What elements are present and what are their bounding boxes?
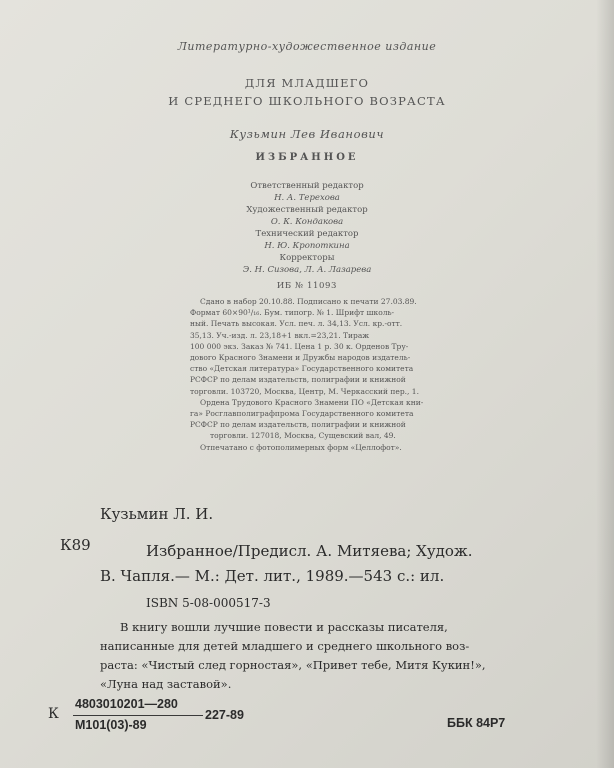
annotation-line-4: «Луна над заставой». [100, 677, 232, 691]
catalog-code-denominator: М101(03)-89 [75, 718, 147, 732]
credit-role-responsible-editor: Ответственный редактор [250, 181, 364, 191]
audience-line-2: И СРЕДНЕГО ШКОЛЬНОГО ВОЗРАСТА [168, 94, 446, 108]
production-line: га» Росглавполиграфпрома Государственного комитета [190, 409, 414, 419]
catalog-code-suffix: 227-89 [205, 708, 244, 722]
credit-name-proofreaders: Э. Н. Сизова, Л. А. Лазарева [242, 265, 372, 275]
production-line: торговли. 127018, Москва, Сущевский вал, 49. [210, 431, 396, 441]
catalog-heading: Кузьмин Л. И. [100, 505, 214, 523]
annotation-line-1: В книгу вошли лучшие повести и рассказы писателя, [120, 620, 448, 634]
annotation-line-3: раста: «Чистый след горностая», «Привет тебе, Митя Кукин!», [100, 658, 486, 672]
credit-role-art-editor: Художественный редактор [246, 205, 368, 215]
production-line: Формат 60×90¹/₁₆. Бум. типогр. № 1. Шрифт школь- [190, 308, 395, 318]
production-line: Сдано в набор 20.10.88. Подписано к печати 27.03.89. [200, 297, 417, 306]
production-line: ный. Печать высокая. Усл. печ. л. 34,13. Усл. кр.-отт. [190, 319, 403, 329]
author-full-name: Кузьмин Лев Иванович [229, 127, 385, 141]
ib-number: ИБ № 11093 [276, 281, 338, 291]
credit-name-tech-editor: Н. Ю. Кропоткина [264, 241, 350, 251]
production-line: 35,13. Уч.-изд. л. 23,18+1 вкл.=23,21. Тираж [190, 330, 370, 340]
production-line: Ордена Трудового Красного Знамени ПО «Детская кни- [200, 397, 424, 407]
catalog-bibliographic-line-2: В. Чапля.— М.: Дет. лит., 1989.—543 с.: ил. [100, 567, 445, 585]
page-edge-shadow [596, 0, 614, 768]
credit-role-proofreaders: Корректоры [279, 253, 335, 263]
credit-name-responsible-editor: Н. А. Терехова [274, 193, 340, 203]
catalog-bibliographic-line-1: Избранное/Предисл. А. Митяева; Худож. [146, 542, 473, 560]
fraction-divider [73, 715, 203, 716]
production-line: торговли. 103720, Москва, Центр, М. Черкасский пер., 1. [190, 386, 419, 396]
annotation-line-2: написанные для детей младшего и среднего школьного воз- [100, 639, 470, 653]
credit-role-tech-editor: Технический редактор [255, 229, 359, 239]
production-line: дового Красного Знамени и Дружбы народов издатель- [190, 353, 411, 363]
production-block [190, 296, 520, 453]
edition-type: Литературно-художественное издание [177, 40, 437, 53]
book-title: ИЗБРАННОЕ [255, 152, 359, 163]
credit-name-art-editor: О. К. Кондакова [270, 217, 344, 227]
production-line: РСФСР по делам издательств, полиграфии и книжной [190, 375, 406, 385]
audience-line-1: ДЛЯ МЛАДШЕГО [244, 76, 370, 90]
bbk-code: ББК 84Р7 [447, 716, 506, 730]
production-line: 100 000 экз. Заказ № 741. Цена 1 р. 30 к. Орденов Тру- [190, 341, 409, 351]
catalog-classification: К89 [60, 536, 91, 554]
production-line: РСФСР по делам издательств, полиграфии и книжной [190, 420, 406, 430]
production-line: ство «Детская литература» Государственного комитета [190, 364, 414, 374]
catalog-code-letter: К [48, 706, 59, 722]
production-line: Отпечатано с фотополимерных форм «Целлофот». [200, 442, 402, 452]
isbn: ISBN 5-08-000517-3 [146, 596, 271, 610]
catalog-code-numerator: 4803010201—280 [75, 697, 178, 711]
